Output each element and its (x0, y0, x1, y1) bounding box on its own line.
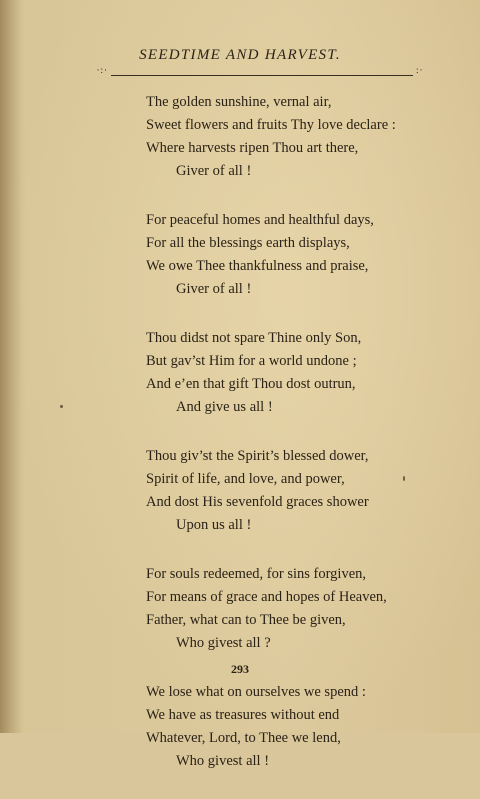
refrain-line: Who givest all ! (176, 753, 270, 769)
stanza (146, 563, 446, 655)
poem-line: For peaceful homes and healthful days, (146, 212, 374, 228)
stanza (146, 209, 446, 301)
header-rule (92, 65, 432, 82)
poem-line: We owe Thee thankfulness and praise, (146, 258, 369, 274)
stanza (146, 91, 446, 183)
stanza (146, 445, 446, 537)
paper-speck (60, 405, 63, 408)
poem (146, 91, 446, 799)
poem-line: The golden sunshine, vernal air, (146, 94, 332, 110)
poem-line: We have as treasures without end (146, 707, 340, 723)
poem-line: For means of grace and hopes of Heaven, (146, 589, 387, 605)
poem-line: We lose what on ourselves we spend : (146, 684, 366, 700)
poem-line: For souls redeemed, for sins forgiven, (146, 566, 367, 582)
page-number: 293 (231, 662, 249, 676)
poem-line: And dost His sevenfold graces shower (146, 494, 369, 510)
poem-line: Spirit of life, and love, and power, (146, 471, 345, 487)
refrain-line: Upon us all ! (176, 517, 252, 533)
poem-line: But gav’st Him for a world undone ; (146, 353, 357, 369)
poem-line: Sweet flowers and fruits Thy love declare : (146, 117, 396, 133)
refrain-line: Giver of all ! (176, 163, 252, 179)
refrain-line: Who givest all ? (176, 635, 271, 651)
poem-line: Thou giv’st the Spirit’s blessed dower, (146, 448, 369, 464)
rule-line (111, 75, 413, 76)
stanza (146, 681, 446, 773)
poem-line: Father, what can to Thee be given, (146, 612, 346, 628)
paper-speck (403, 476, 405, 481)
running-head: SEEDTIME AND HARVEST. (139, 47, 341, 63)
poem-line: For all the blessings earth displays, (146, 235, 350, 251)
ornament-right: :· (416, 65, 424, 75)
poem-line: Whatever, Lord, to Thee we lend, (146, 730, 341, 746)
stanza (146, 327, 446, 419)
poem-line: Where harvests ripen Thou art there, (146, 140, 359, 156)
ornament-left: ·:· (96, 65, 108, 75)
spine-shadow (0, 0, 22, 733)
poem-line: And e’en that gift Thou dost outrun, (146, 376, 356, 392)
refrain-line: Giver of all ! (176, 281, 252, 297)
poem-line: Thou didst not spare Thine only Son, (146, 330, 362, 346)
refrain-line: And give us all ! (176, 399, 273, 415)
